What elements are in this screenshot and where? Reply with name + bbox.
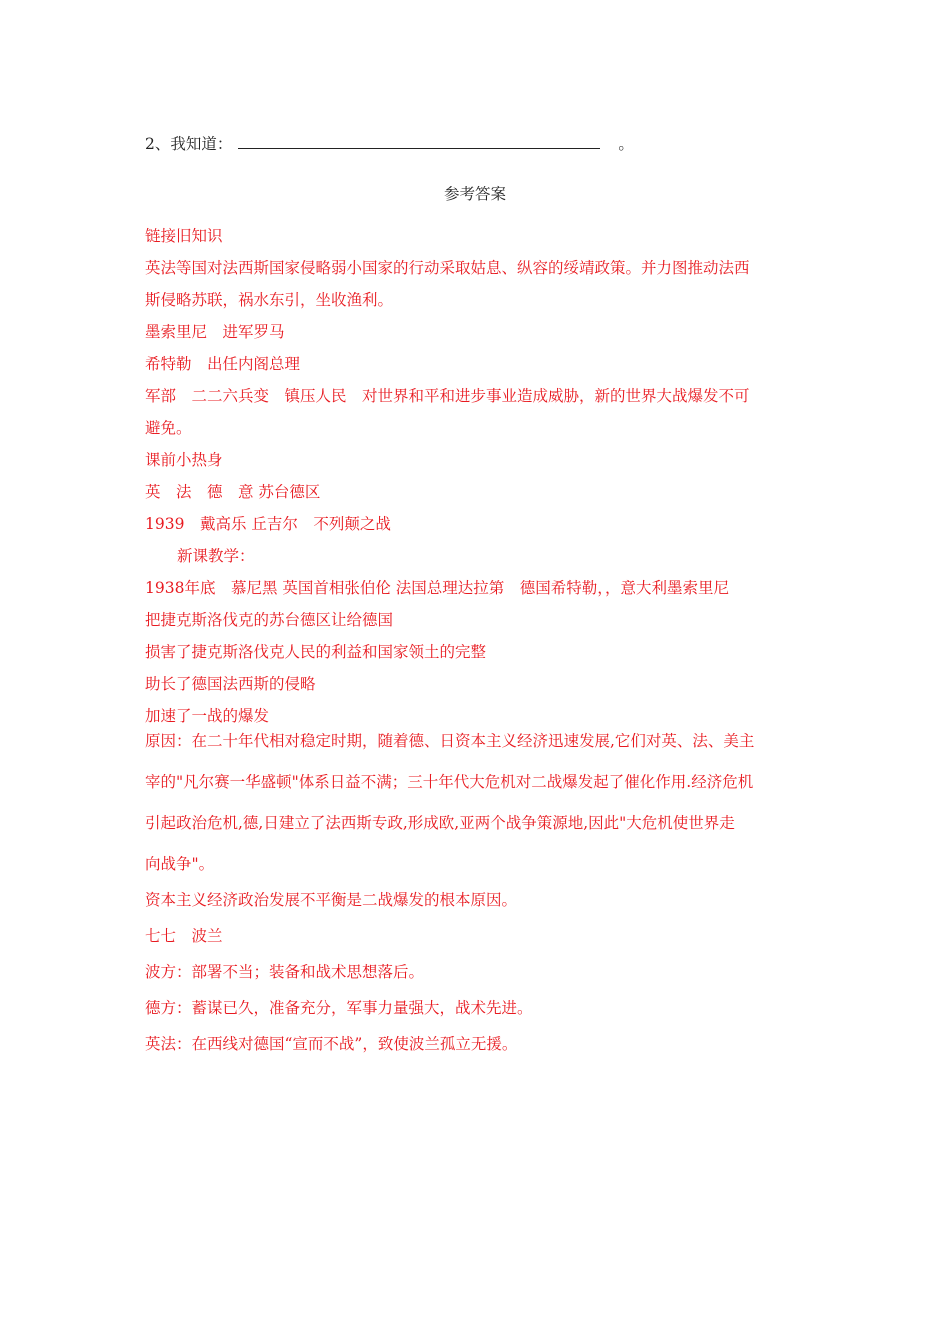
- answer-line: 军部 二二六兵变 镇压人民 对世界和平和进步事业造成威胁，新的世界大战爆发不可: [145, 387, 750, 405]
- answer-line: 加速了一战的爆发: [145, 707, 270, 725]
- section-heading: 新课教学：: [177, 547, 255, 565]
- answer-line: 资本主义经济政治发展不平衡是二战爆发的根本原因。: [145, 891, 518, 909]
- answer-line: 宰的"凡尔赛一华盛顿"体系日益不满；三十年代大危机对二战爆发起了催化作用.经济危机: [145, 773, 754, 791]
- answer-line: 1939 戴高乐 丘吉尔 不列颠之战: [145, 515, 391, 533]
- answer-line: 1938年底 慕尼黑 英国首相张伯伦 法国总理达拉第 德国希特勒，，意大利墨索里尼: [145, 579, 730, 597]
- question-suffix: 。: [618, 135, 634, 153]
- section-heading: 课前小热身: [145, 451, 223, 469]
- question-prefix: 2、我知道：: [145, 135, 233, 153]
- answer-blank[interactable]: [238, 134, 600, 149]
- answer-line: 墨索里尼 进军罗马: [145, 323, 285, 341]
- answer-line: 英法等国对法西斯国家侵略弱小国家的行动采取姑息、纵容的绥靖政策。并力图推动法西: [145, 259, 750, 277]
- answer-line: 避免。: [145, 419, 192, 437]
- answer-line: 希特勒 出任内阁总理: [145, 355, 301, 373]
- answer-line: 斯侵略苏联，祸水东引，坐收渔利。: [145, 291, 394, 309]
- section-heading: 链接旧知识: [145, 227, 223, 245]
- question-line: [145, 134, 634, 154]
- answer-line: 七七 波兰: [145, 927, 223, 945]
- answer-line: 德方：蓄谋已久，准备充分，军事力量强大，战术先进。: [145, 999, 533, 1017]
- answer-line: 助长了德国法西斯的侵略: [145, 675, 316, 693]
- answer-line: 原因：在二十年代相对稳定时期，随着德、日资本主义经济迅速发展,它们对英、法、美主: [145, 732, 755, 750]
- answer-line: 英 法 德 意 苏台德区: [145, 483, 321, 501]
- answer-line: 引起政治危机,德,日建立了法西斯专政,形成欧,亚两个战争策源地,因此"大危机使世界走: [145, 814, 735, 832]
- answer-line: 向战争"。: [145, 855, 215, 873]
- answer-line: 损害了捷克斯洛伐克人民的利益和国家领土的完整: [145, 643, 487, 661]
- answer-line: 英法：在西线对德国“宣而不战”，致使波兰孤立无援。: [145, 1035, 518, 1053]
- answer-line: 把捷克斯洛伐克的苏台德区让给德国: [145, 611, 394, 629]
- answer-title: 参考答案: [443, 185, 506, 203]
- answer-line: 波方：部署不当；装备和战术思想落后。: [145, 963, 425, 981]
